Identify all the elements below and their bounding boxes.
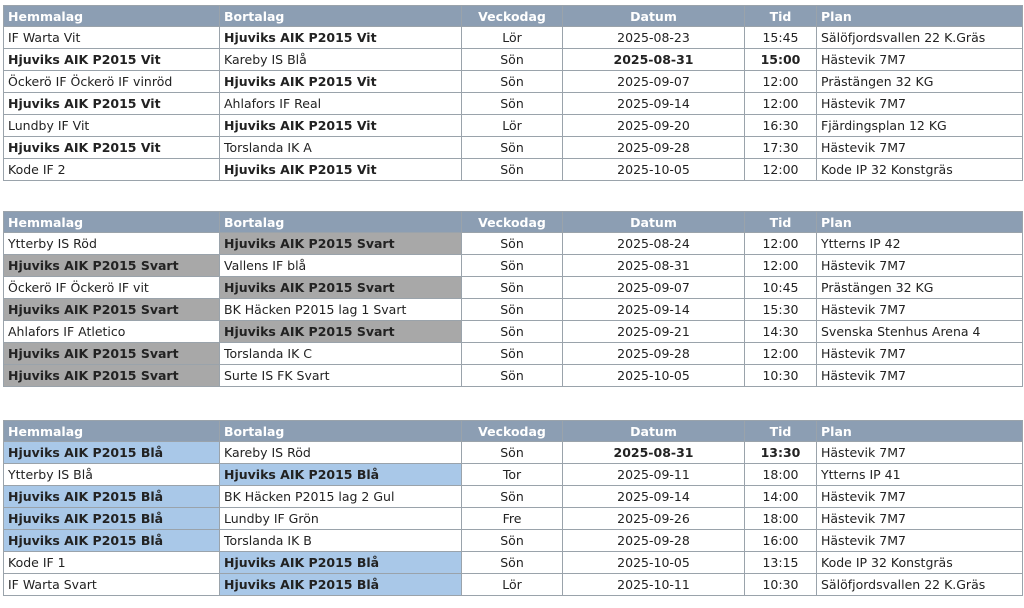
- cell-away: Torslanda IK A: [220, 137, 462, 159]
- cell-day: Sön: [462, 159, 563, 181]
- cell-time: 14:30: [745, 321, 817, 343]
- cell-venue: Hästevik 7M7: [817, 508, 1023, 530]
- cell-day: Fre: [462, 508, 563, 530]
- cell-venue: Svenska Stenhus Arena 4: [817, 321, 1023, 343]
- cell-day: Sön: [462, 486, 563, 508]
- table-row: [4, 365, 1023, 387]
- cell-date: 2025-08-23: [563, 27, 745, 49]
- cell-home: Hjuviks AIK P2015 Svart: [4, 343, 220, 365]
- cell-away: Hjuviks AIK P2015 Blå: [220, 552, 462, 574]
- cell-day: Sön: [462, 442, 563, 464]
- cell-venue: Kode IP 32 Konstgräs: [817, 552, 1023, 574]
- cell-day: Lör: [462, 115, 563, 137]
- cell-away: Hjuviks AIK P2015 Vit: [220, 159, 462, 181]
- table-row: [4, 49, 1023, 71]
- cell-time: 18:00: [745, 464, 817, 486]
- cell-away: Lundby IF Grön: [220, 508, 462, 530]
- cell-time: 10:30: [745, 365, 817, 387]
- cell-away: Hjuviks AIK P2015 Svart: [220, 321, 462, 343]
- column-header-venue: Plan: [817, 6, 1023, 27]
- cell-home: Hjuviks AIK P2015 Svart: [4, 365, 220, 387]
- column-header-time: Tid: [745, 6, 817, 27]
- cell-date: 2025-09-28: [563, 530, 745, 552]
- cell-time: 16:30: [745, 115, 817, 137]
- cell-time: 12:00: [745, 159, 817, 181]
- cell-date: 2025-09-26: [563, 508, 745, 530]
- cell-away: Kareby IS Röd: [220, 442, 462, 464]
- cell-venue: Hästevik 7M7: [817, 255, 1023, 277]
- cell-time: 15:45: [745, 27, 817, 49]
- cell-time: 13:30: [745, 442, 817, 464]
- cell-home: Hjuviks AIK P2015 Vit: [4, 49, 220, 71]
- cell-date: 2025-09-14: [563, 93, 745, 115]
- cell-day: Sön: [462, 299, 563, 321]
- cell-day: Sön: [462, 255, 563, 277]
- cell-home: Hjuviks AIK P2015 Blå: [4, 530, 220, 552]
- cell-time: 12:00: [745, 255, 817, 277]
- cell-home: Kode IF 2: [4, 159, 220, 181]
- table-row: [4, 486, 1023, 508]
- table-row: [4, 442, 1023, 464]
- cell-day: Sön: [462, 137, 563, 159]
- cell-away: Torslanda IK C: [220, 343, 462, 365]
- cell-away: Torslanda IK B: [220, 530, 462, 552]
- cell-date: 2025-09-14: [563, 299, 745, 321]
- cell-home: Öckerö IF Öckerö IF vinröd: [4, 71, 220, 93]
- cell-time: 12:00: [745, 343, 817, 365]
- cell-time: 17:30: [745, 137, 817, 159]
- cell-venue: Hästevik 7M7: [817, 365, 1023, 387]
- column-header-away: Bortalag: [220, 212, 462, 233]
- table-row: [4, 321, 1023, 343]
- cell-time: 16:00: [745, 530, 817, 552]
- cell-home: Ahlafors IF Atletico: [4, 321, 220, 343]
- cell-venue: Hästevik 7M7: [817, 93, 1023, 115]
- cell-day: Sön: [462, 343, 563, 365]
- column-header-day: Veckodag: [462, 212, 563, 233]
- cell-home: Hjuviks AIK P2015 Svart: [4, 299, 220, 321]
- cell-time: 12:00: [745, 93, 817, 115]
- table-row: [4, 255, 1023, 277]
- cell-home: Hjuviks AIK P2015 Svart: [4, 255, 220, 277]
- cell-venue: Hästevik 7M7: [817, 299, 1023, 321]
- cell-away: BK Häcken P2015 lag 1 Svart: [220, 299, 462, 321]
- cell-away: Hjuviks AIK P2015 Vit: [220, 27, 462, 49]
- schedule-table: [3, 420, 1023, 596]
- cell-venue: Hästevik 7M7: [817, 530, 1023, 552]
- cell-away: Kareby IS Blå: [220, 49, 462, 71]
- table-row: [4, 93, 1023, 115]
- cell-home: Hjuviks AIK P2015 Blå: [4, 508, 220, 530]
- cell-home: IF Warta Svart: [4, 574, 220, 596]
- cell-date: 2025-08-31: [563, 49, 745, 71]
- cell-venue: Kode IP 32 Konstgräs: [817, 159, 1023, 181]
- cell-day: Sön: [462, 530, 563, 552]
- cell-day: Sön: [462, 233, 563, 255]
- table-row: [4, 137, 1023, 159]
- cell-time: 15:30: [745, 299, 817, 321]
- cell-day: Sön: [462, 321, 563, 343]
- cell-date: 2025-09-28: [563, 137, 745, 159]
- cell-venue: Hästevik 7M7: [817, 486, 1023, 508]
- column-header-day: Veckodag: [462, 6, 563, 27]
- cell-venue: Hästevik 7M7: [817, 343, 1023, 365]
- column-header-date: Datum: [563, 212, 745, 233]
- cell-home: Kode IF 1: [4, 552, 220, 574]
- cell-day: Sön: [462, 71, 563, 93]
- cell-date: 2025-10-05: [563, 159, 745, 181]
- table-row: [4, 159, 1023, 181]
- cell-away: Hjuviks AIK P2015 Vit: [220, 71, 462, 93]
- table-row: [4, 552, 1023, 574]
- cell-date: 2025-08-31: [563, 442, 745, 464]
- table-header-row: [4, 421, 1023, 442]
- cell-away: Hjuviks AIK P2015 Svart: [220, 277, 462, 299]
- cell-away: Vallens IF blå: [220, 255, 462, 277]
- column-header-time: Tid: [745, 212, 817, 233]
- cell-date: 2025-10-11: [563, 574, 745, 596]
- cell-date: 2025-08-31: [563, 255, 745, 277]
- cell-day: Sön: [462, 365, 563, 387]
- cell-home: Hjuviks AIK P2015 Vit: [4, 137, 220, 159]
- cell-home: Hjuviks AIK P2015 Blå: [4, 442, 220, 464]
- column-header-home: Hemmalag: [4, 212, 220, 233]
- table-row: [4, 115, 1023, 137]
- cell-time: 12:00: [745, 71, 817, 93]
- column-header-day: Veckodag: [462, 421, 563, 442]
- cell-away: Hjuviks AIK P2015 Blå: [220, 464, 462, 486]
- table-row: [4, 277, 1023, 299]
- cell-day: Tor: [462, 464, 563, 486]
- table-row: [4, 343, 1023, 365]
- column-header-home: Hemmalag: [4, 421, 220, 442]
- table-row: [4, 27, 1023, 49]
- cell-date: 2025-10-05: [563, 552, 745, 574]
- cell-away: Hjuviks AIK P2015 Blå: [220, 574, 462, 596]
- column-header-date: Datum: [563, 421, 745, 442]
- cell-date: 2025-09-14: [563, 486, 745, 508]
- cell-day: Lör: [462, 27, 563, 49]
- table-header-row: [4, 6, 1023, 27]
- cell-away: Hjuviks AIK P2015 Vit: [220, 115, 462, 137]
- cell-day: Sön: [462, 49, 563, 71]
- cell-time: 18:00: [745, 508, 817, 530]
- cell-home: Hjuviks AIK P2015 Blå: [4, 486, 220, 508]
- cell-date: 2025-09-28: [563, 343, 745, 365]
- cell-venue: Ytterns IP 42: [817, 233, 1023, 255]
- cell-day: Sön: [462, 93, 563, 115]
- cell-away: BK Häcken P2015 lag 2 Gul: [220, 486, 462, 508]
- cell-day: Lör: [462, 574, 563, 596]
- column-header-away: Bortalag: [220, 6, 462, 27]
- cell-venue: Fjärdingsplan 12 KG: [817, 115, 1023, 137]
- cell-date: 2025-10-05: [563, 365, 745, 387]
- cell-date: 2025-09-11: [563, 464, 745, 486]
- cell-home: IF Warta Vit: [4, 27, 220, 49]
- cell-date: 2025-09-07: [563, 277, 745, 299]
- table-row: [4, 233, 1023, 255]
- cell-time: 13:15: [745, 552, 817, 574]
- cell-venue: Hästevik 7M7: [817, 49, 1023, 71]
- cell-home: Ytterby IS Blå: [4, 464, 220, 486]
- cell-venue: Prästängen 32 KG: [817, 71, 1023, 93]
- cell-time: 10:30: [745, 574, 817, 596]
- cell-time: 10:45: [745, 277, 817, 299]
- schedule-table: [3, 211, 1023, 387]
- column-header-away: Bortalag: [220, 421, 462, 442]
- cell-venue: Hästevik 7M7: [817, 442, 1023, 464]
- table-row: [4, 530, 1023, 552]
- cell-time: 14:00: [745, 486, 817, 508]
- table-row: [4, 464, 1023, 486]
- column-header-venue: Plan: [817, 421, 1023, 442]
- table-row: [4, 299, 1023, 321]
- cell-day: Sön: [462, 552, 563, 574]
- cell-date: 2025-08-24: [563, 233, 745, 255]
- table-row: [4, 71, 1023, 93]
- column-header-date: Datum: [563, 6, 745, 27]
- column-header-time: Tid: [745, 421, 817, 442]
- cell-date: 2025-09-20: [563, 115, 745, 137]
- cell-home: Öckerö IF Öckerö IF vit: [4, 277, 220, 299]
- cell-venue: Sälöfjordsvallen 22 K.Gräs: [817, 27, 1023, 49]
- cell-away: Ahlafors IF Real: [220, 93, 462, 115]
- cell-time: 12:00: [745, 233, 817, 255]
- cell-day: Sön: [462, 277, 563, 299]
- cell-date: 2025-09-07: [563, 71, 745, 93]
- cell-home: Hjuviks AIK P2015 Vit: [4, 93, 220, 115]
- table-row: [4, 574, 1023, 596]
- cell-venue: Prästängen 32 KG: [817, 277, 1023, 299]
- cell-date: 2025-09-21: [563, 321, 745, 343]
- column-header-venue: Plan: [817, 212, 1023, 233]
- cell-away: Hjuviks AIK P2015 Svart: [220, 233, 462, 255]
- table-row: [4, 508, 1023, 530]
- cell-home: Lundby IF Vit: [4, 115, 220, 137]
- column-header-home: Hemmalag: [4, 6, 220, 27]
- schedule-table: [3, 5, 1023, 181]
- cell-venue: Hästevik 7M7: [817, 137, 1023, 159]
- cell-away: Surte IS FK Svart: [220, 365, 462, 387]
- cell-home: Ytterby IS Röd: [4, 233, 220, 255]
- cell-venue: Sälöfjordsvallen 22 K.Gräs: [817, 574, 1023, 596]
- cell-venue: Ytterns IP 41: [817, 464, 1023, 486]
- table-header-row: [4, 212, 1023, 233]
- cell-time: 15:00: [745, 49, 817, 71]
